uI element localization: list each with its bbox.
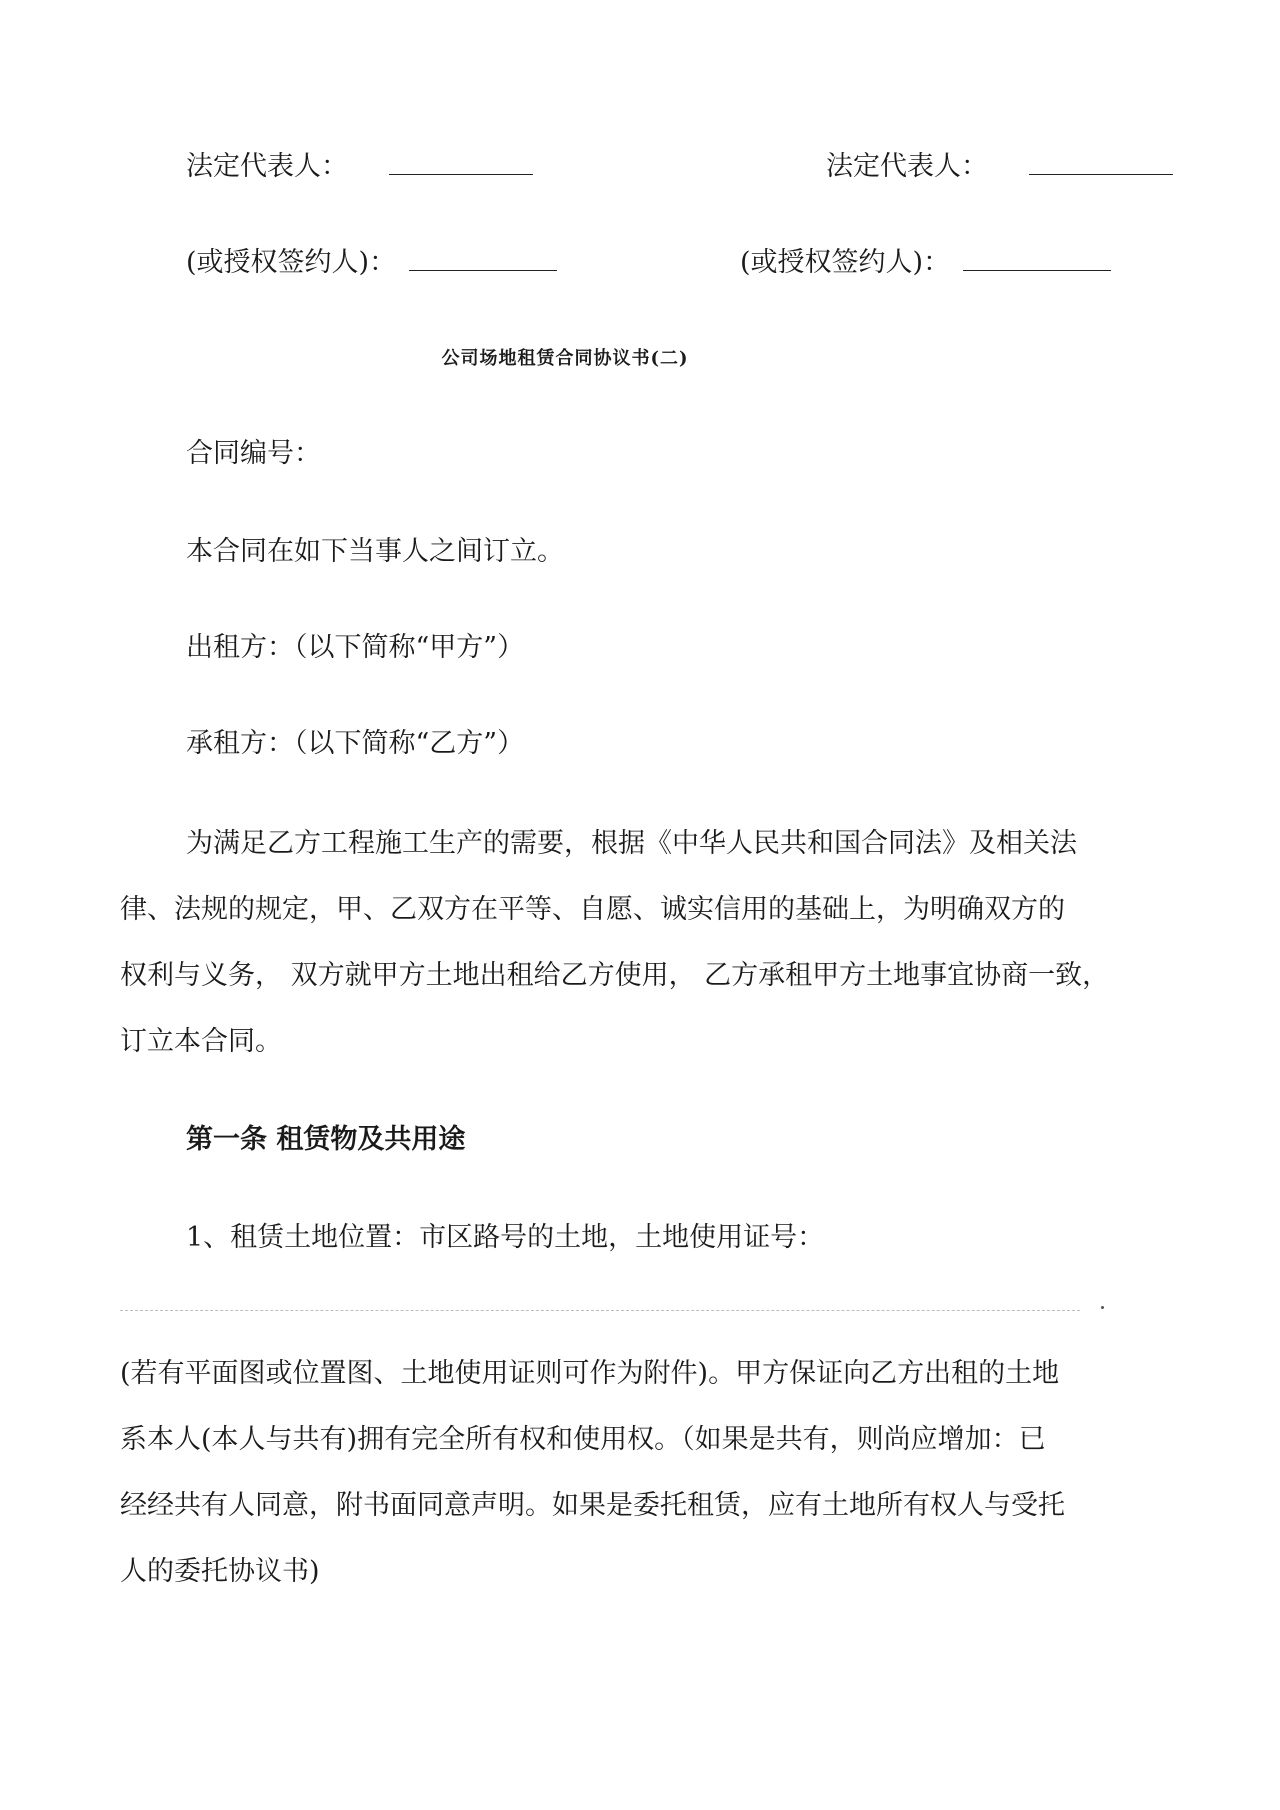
right-rep-blank[interactable] [1029,148,1173,175]
left-rep-label: 法定代表人： [186,151,348,182]
preamble-line-2: 律、法规的规定，甲、乙双方在平等、自愿、诚实信用的基础上，为明确双方的 [120,894,1065,925]
right-auth-row [740,244,1111,281]
preamble-line-3: 权利与义务， 双方就甲方土地出租给乙方使用， 乙方承租甲方土地事宜协商一致， [120,960,1110,991]
article-1-heading: 第一条 租赁物及共用途 [186,1124,466,1155]
left-auth-blank[interactable] [409,244,557,271]
item-1-line: 1、租赁土地位置：市区路号的土地，土地使用证号： [186,1222,825,1253]
lessor-line: 出租方：（以下简称“甲方”） [186,632,525,663]
right-auth-blank[interactable] [963,244,1111,271]
item-1-cont-line-1: (若有平面图或位置图、土地使用证则可作为附件)。甲方保证向乙方出租的土地 [120,1358,1060,1389]
contract-number-label: 合同编号： [186,438,321,469]
right-auth-label: (或授权签约人)： [740,247,951,278]
parties-intro: 本合同在如下当事人之间订立。 [186,536,564,567]
right-rep-label: 法定代表人： [826,151,988,182]
preamble-line-4: 订立本合同。 [120,1026,282,1057]
item-1-cont-line-4: 人的委托协议书) [120,1556,320,1587]
left-auth-label: (或授权签约人)： [186,247,397,278]
right-rep-row [826,148,1173,185]
left-rep-row [186,148,533,185]
item-1-cont-line-2: 系本人(本人与共有)拥有完全所有权和使用权。（如果是共有，则尚应增加：已 [120,1424,1046,1455]
left-rep-blank[interactable] [389,148,533,175]
item-1-cont-line-3: 经经共有人同意，附书面同意声明。如果是委托租赁，应有土地所有权人与受托 [120,1490,1065,1521]
preamble-line-1: 为满足乙方工程施工生产的需要，根据《中华人民共和国合同法》及相关法 [186,828,1077,859]
divider-dot [1101,1306,1104,1309]
left-auth-row [186,244,557,281]
lessee-line: 承租方：（以下简称“乙方”） [186,728,525,759]
document-title: 公司场地租赁合同协议书(二) [441,348,689,369]
dashed-divider [120,1310,1080,1311]
